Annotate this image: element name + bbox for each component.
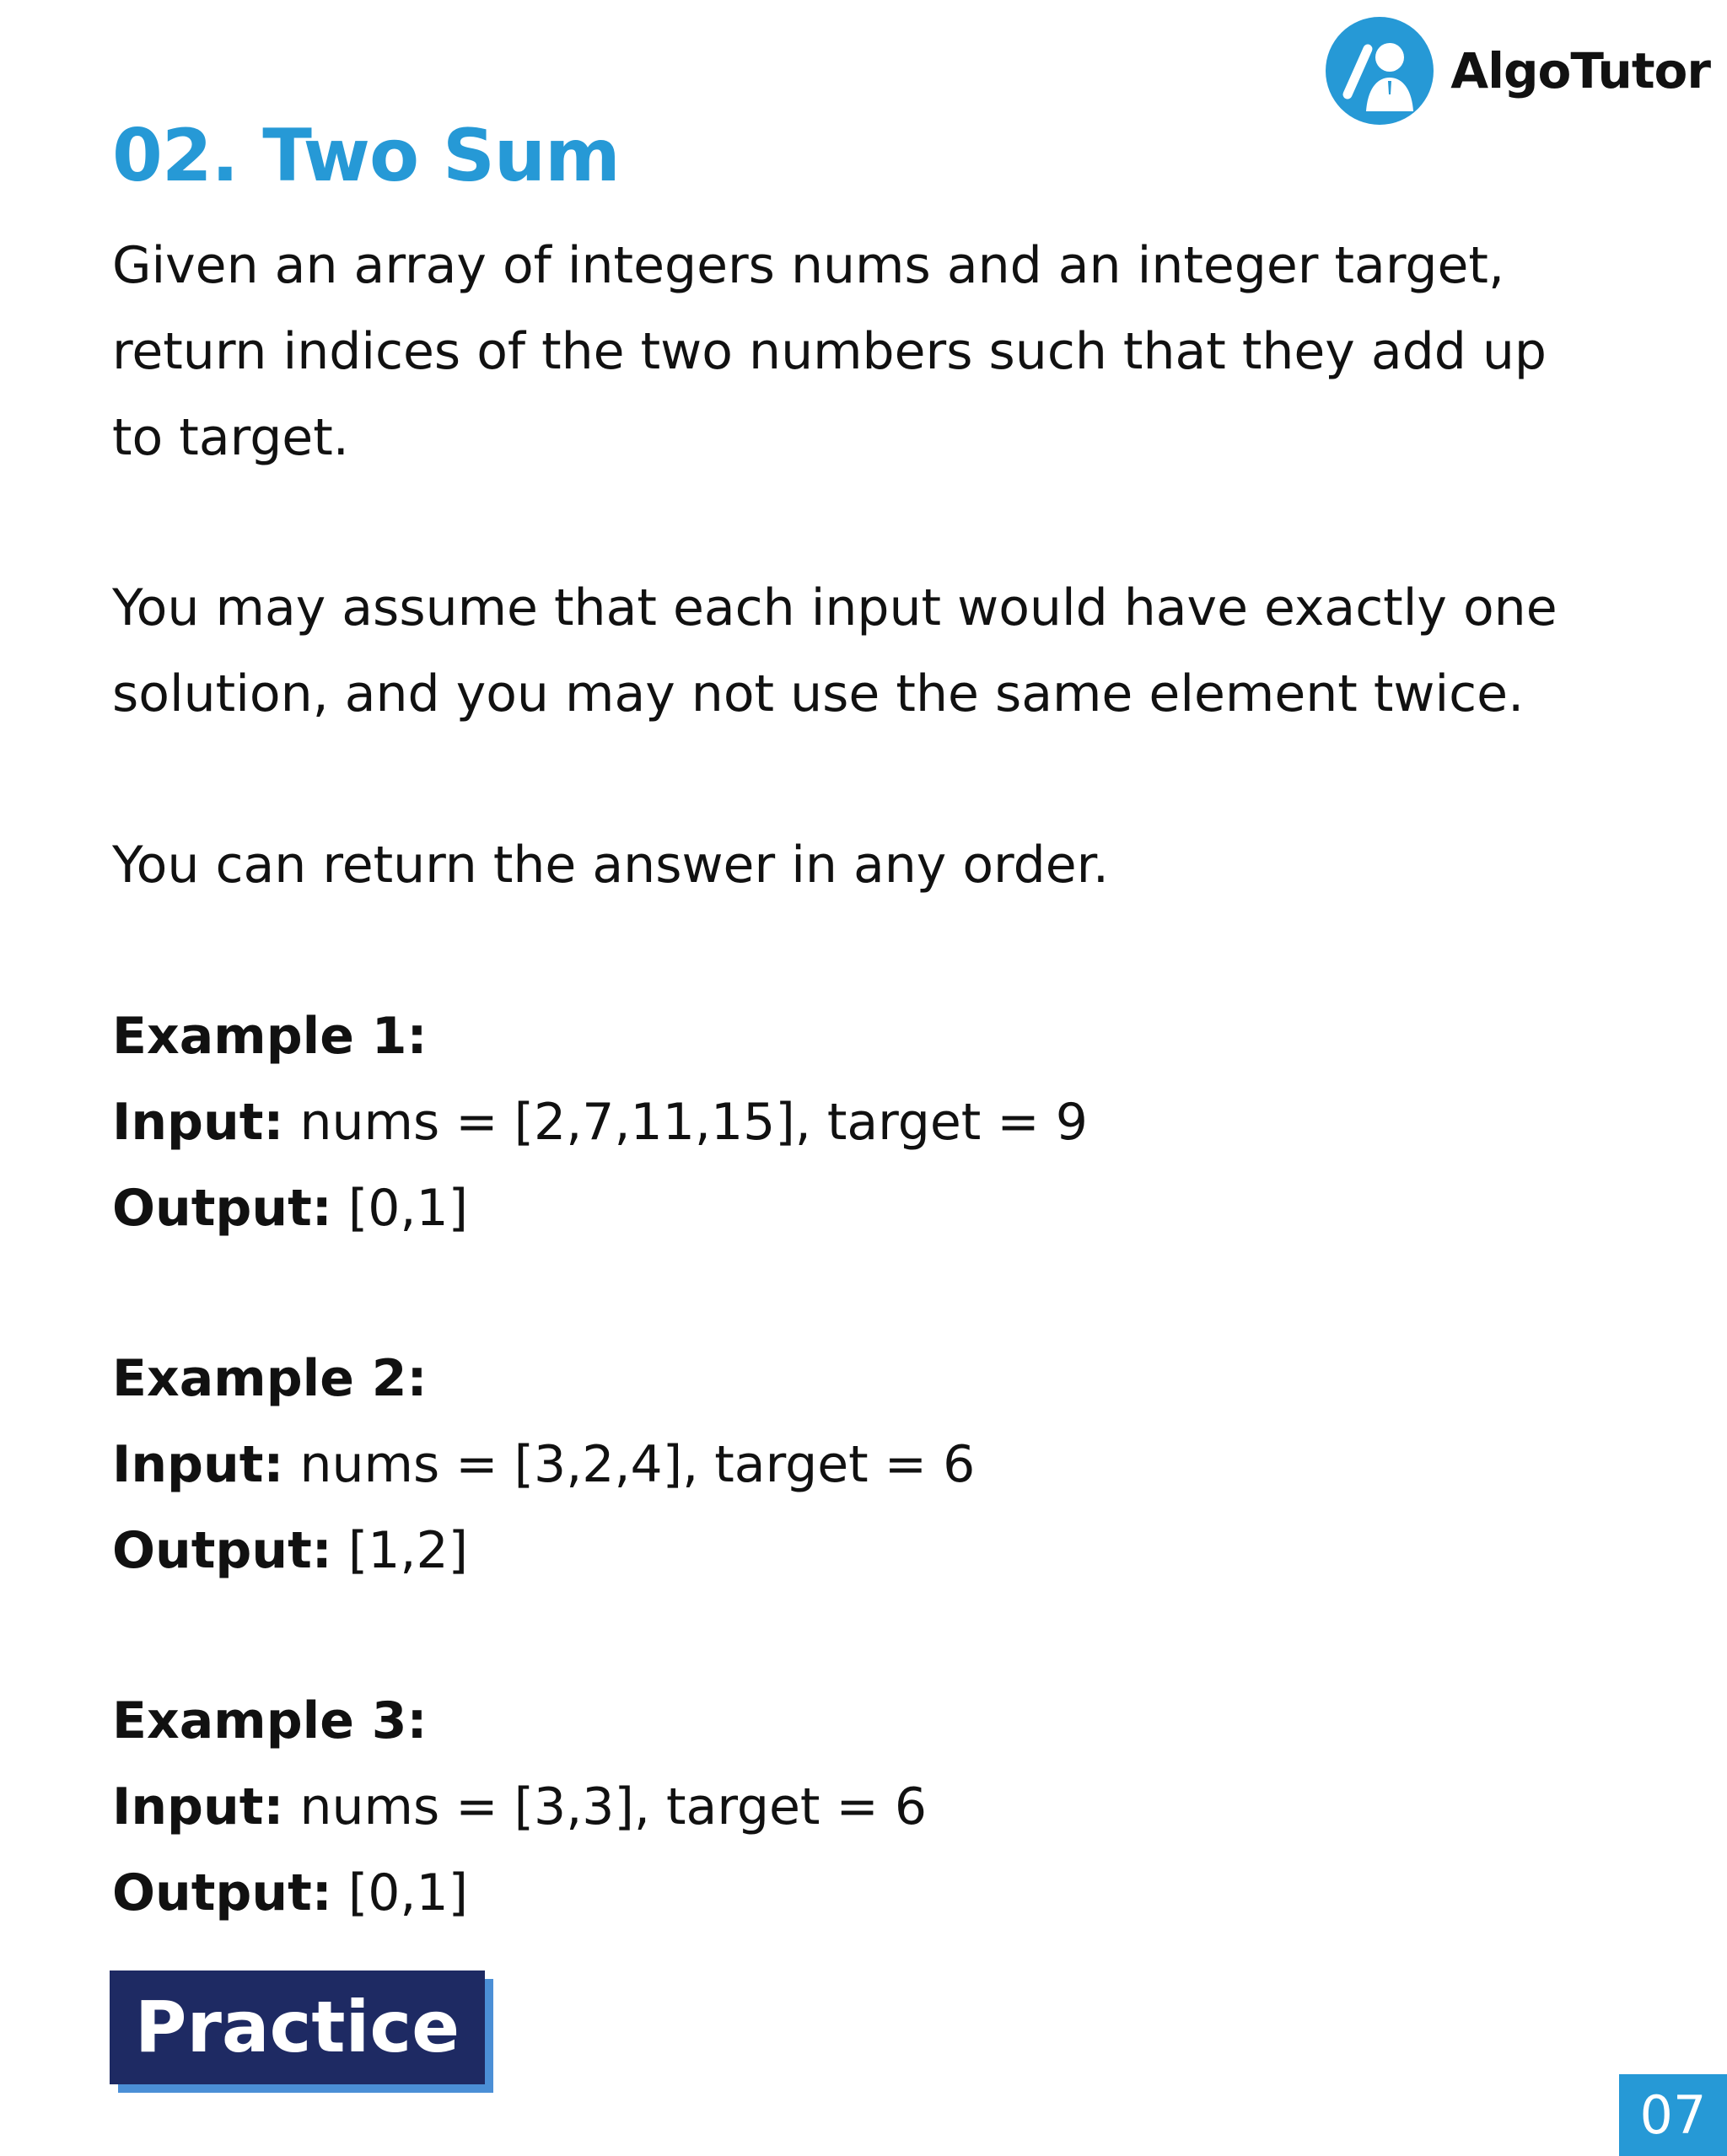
assumption-line: You may assume that each input would have exactly one	[112, 578, 1558, 637]
order-note-text: You can return the answer in any order.	[112, 836, 1109, 895]
tutor-avatar-icon	[1326, 17, 1434, 125]
example-heading	[112, 1678, 927, 1764]
input-value: nums = [3,3], target = 6	[299, 1777, 928, 1836]
input-value: nums = [2,7,11,15], target = 9	[299, 1093, 1088, 1152]
output-value: [0,1]	[347, 1179, 469, 1238]
output-label: Output:	[112, 1863, 332, 1922]
problem-description	[112, 223, 1630, 481]
page-number: 07	[1619, 2074, 1727, 2156]
example-1	[112, 993, 1088, 1251]
practice-button[interactable]: Practice	[110, 1971, 485, 2084]
example-heading	[112, 993, 1088, 1079]
example-output	[112, 1508, 975, 1594]
brand-logo	[1326, 17, 1710, 125]
example-heading-text: Example 1:	[112, 1007, 428, 1066]
example-input	[112, 1079, 1088, 1165]
order-note	[112, 822, 1630, 908]
example-output	[112, 1850, 927, 1936]
input-label: Input:	[112, 1093, 284, 1152]
problem-assumption	[112, 565, 1630, 737]
output-label: Output:	[112, 1179, 332, 1238]
practice-button-wrapper	[110, 1971, 489, 2084]
description-line: return indices of the two numbers such that they add up	[112, 322, 1547, 381]
assumption-line: solution, and you may not use the same element twice.	[112, 664, 1525, 723]
output-value: [0,1]	[347, 1863, 469, 1922]
output-value: [1,2]	[347, 1521, 469, 1580]
example-heading	[112, 1336, 975, 1422]
input-value: nums = [3,2,4], target = 6	[299, 1435, 976, 1494]
example-input	[112, 1422, 975, 1508]
example-heading-text: Example 2:	[112, 1349, 428, 1408]
example-2	[112, 1336, 975, 1594]
description-line: Given an array of integers nums and an integer target,	[112, 236, 1505, 295]
brand-name: AlgoTutor	[1450, 42, 1710, 99]
example-output	[112, 1165, 1088, 1251]
example-input	[112, 1764, 927, 1850]
description-line: to target.	[112, 408, 349, 467]
input-label: Input:	[112, 1777, 284, 1836]
page-title: 02. Two Sum	[112, 114, 620, 198]
output-label: Output:	[112, 1521, 332, 1580]
input-label: Input:	[112, 1435, 284, 1494]
example-3	[112, 1678, 927, 1936]
example-heading-text: Example 3:	[112, 1691, 428, 1750]
